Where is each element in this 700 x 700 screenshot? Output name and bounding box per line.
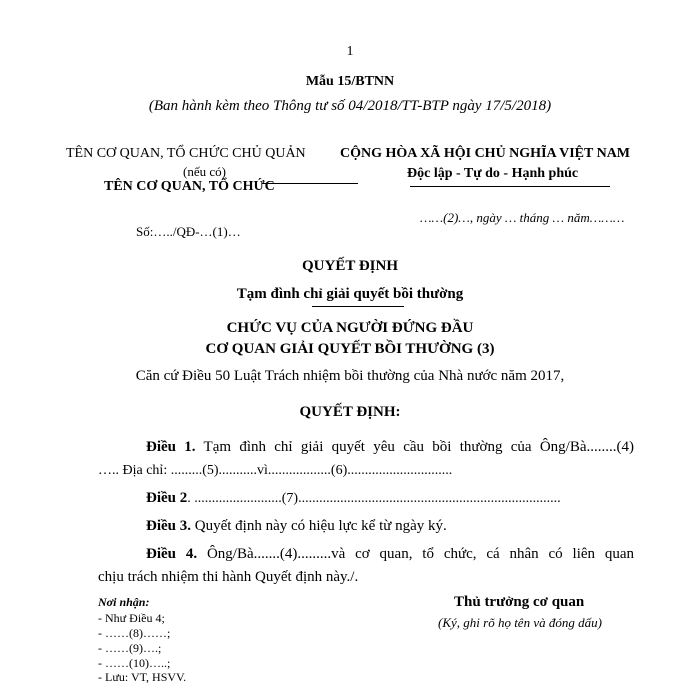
country-name: CỘNG HÒA XÃ HỘI CHỦ NGHĨA VIỆT NAM	[340, 146, 631, 161]
article-1-text: Tạm đình chỉ giải quyết yêu cầu bồi thường của Ông/Bà........(4)	[203, 439, 634, 455]
agency-underline-right	[262, 183, 358, 184]
signature-note: (Ký, ghi rõ họ tên và đóng dấu)	[438, 615, 602, 630]
article-1-label: Điều 1.	[146, 439, 196, 455]
article-2	[146, 490, 561, 507]
article-4-label: Điều 4.	[146, 546, 198, 562]
recipient-item: - Như Điều 4;	[98, 611, 165, 625]
article-2-text: . .........................(7)...........................................................................	[187, 491, 561, 506]
recipient-item: - Lưu: VT, HSVV.	[98, 670, 187, 684]
recipient-item: - ……(8)……;	[98, 626, 171, 640]
page-number: 1	[346, 44, 354, 59]
article-3-text: Quyết định này có hiệu lực kể từ ngày ký.	[194, 518, 447, 534]
national-motto: Độc lập - Tự do - Hạnh phúc	[407, 166, 579, 181]
authority-line-2: CƠ QUAN GIẢI QUYẾT BỒI THƯỜNG (3)	[205, 341, 495, 357]
article-1-line-1	[146, 439, 634, 456]
article-2-label: Điều 2	[146, 490, 188, 506]
parent-agency: TÊN CƠ QUAN, TỔ CHỨC CHỦ QUẢN	[66, 146, 306, 161]
article-4-text: Ông/Bà.......(4).........và cơ quan, tổ chức, cá nhân có liên quan	[206, 546, 635, 562]
recipients-heading: Nơi nhận:	[98, 595, 150, 609]
subtitle-underline	[312, 306, 404, 307]
recipient-item: - ……(9)….;	[98, 641, 162, 655]
article-1-line-2: ….. Địa chỉ: .........(5)...........vì..................(6)..............................	[98, 463, 453, 478]
authority-line-1: CHỨC VỤ CỦA NGƯỜI ĐỨNG ĐẦU	[226, 320, 474, 336]
article-3-label: Điều 3.	[146, 518, 191, 534]
place-date: ……(2)…, ngày … tháng … năm………	[420, 210, 625, 225]
document-subtitle: Tạm đình chỉ giải quyết bồi thường	[236, 286, 464, 302]
recipient-item: - ……(10)…..;	[98, 656, 171, 670]
legal-basis: Căn cứ Điều 50 Luật Trách nhiệm bồi thường của Nhà nước năm 2017,	[135, 368, 565, 384]
article-4-line-2: chịu trách nhiệm thi hành Quyết định này./.	[98, 569, 359, 585]
decide-heading: QUYẾT ĐỊNH:	[299, 404, 401, 420]
issued-note: (Ban hành kèm theo Thông tư số 04/2018/TT-BTP ngày 17/5/2018)	[148, 98, 552, 114]
document-number: Số:…../QĐ-…(1)…	[136, 224, 241, 239]
document-title: QUYẾT ĐỊNH	[302, 258, 398, 274]
agency-name: TÊN CƠ QUAN, TỔ CHỨC	[104, 179, 275, 194]
motto-underline	[410, 186, 610, 187]
article-3	[146, 518, 447, 535]
form-code: Mẫu 15/BTNN	[305, 74, 395, 89]
article-4-line-1	[146, 546, 634, 563]
signature-title: Thủ trưởng cơ quan	[454, 594, 585, 610]
parent-agency-note: (nếu có)	[183, 164, 226, 179]
